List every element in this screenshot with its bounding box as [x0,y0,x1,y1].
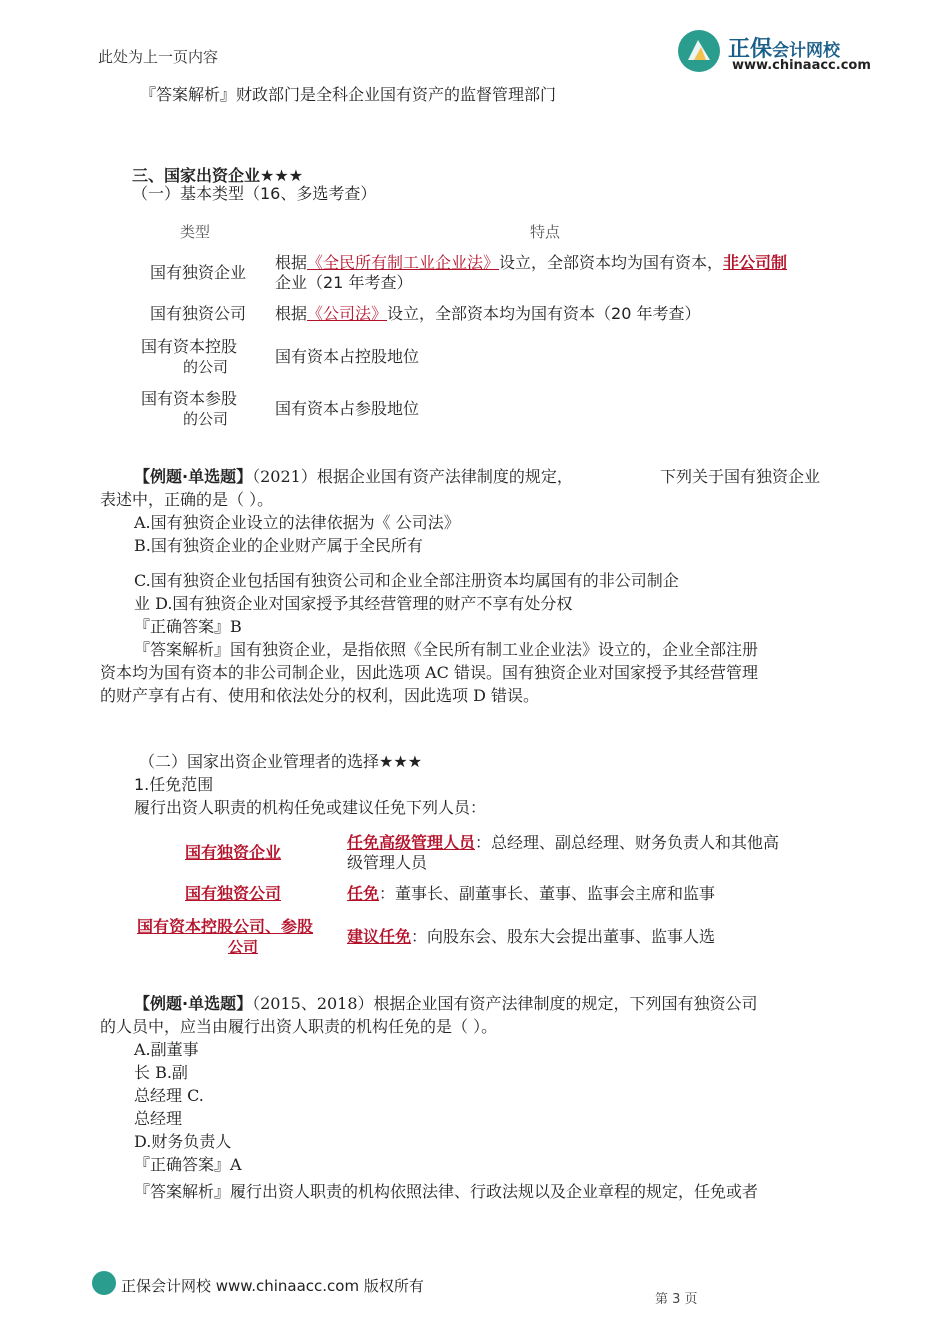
table-row-type: 国有资本控股 [141,337,238,356]
correct-answer: 『正确答案』B [134,617,242,636]
option-c-cont: 总经理 [134,1109,183,1128]
option-a: A.副董事 [134,1040,199,1059]
intro-cut: 履行出资人职责的机构任免或建议任免下列人员： [134,798,487,817]
page-number: 第 3 页 [655,1292,698,1307]
manager-row-desc-line2: 级管理人员 [347,853,428,872]
table-row-type: 国有独资公司 [150,304,247,323]
brand-url: www.chinaacc.com [732,58,871,73]
section-title: 三、国家出资企业★★★ [132,166,304,185]
example-question: 【例题·单选题】（2021）根据企业国有资产法律制度的规定， [134,467,573,486]
table-row-type: 国有独资企业 [150,263,247,282]
footer-logo-icon [92,1271,116,1295]
option-c: 总经理 C. [134,1086,204,1105]
section-subtitle: （一）基本类型（16、多选考查） [132,184,377,203]
answer-analysis: 资本均为国有资本的非公司制企业，因此选项 AC 错误。国有独资企业对国家授予其经营管理 [100,663,758,682]
table-header-type: 类型 [180,223,211,241]
example-stem: 表述中，正确的是（ ）。 [100,490,274,509]
manager-row-desc: 建议任免：向股东会、股东大会提出董事、监事人选 [347,927,716,946]
table-row-desc-line2: 企业（21 年考查） [275,273,413,292]
answer-analysis: 『答案解析』履行出资人职责的机构依照法律、行政法规以及企业章程的规定，任免或者 [134,1182,759,1201]
manager-row-type-line2: 公司 [228,938,259,956]
manager-row-type: 国有独资公司 [185,884,282,903]
brand-name: 正保会计网校 [728,37,841,62]
subsection-title: （二）国家出资企业管理者的选择★★★ [139,752,423,771]
table-header-feature: 特点 [530,223,561,241]
manager-row-desc: 任免高级管理人员：总经理、副总经理、财务负责人和其他高 [347,833,780,852]
table-row-desc: 根据《公司法》设立，全部资本均为国有资本（20 年考查） [275,304,701,323]
option-c: C.国有独资企业包括国有独资公司和企业全部注册资本均属国有的非公司制企 [134,571,679,590]
table-row-desc: 国有资本占参股地位 [275,399,420,418]
manager-row-desc: 任免：董事长、副董事长、董事、监事会主席和监事 [347,884,716,903]
footer-copyright: 正保会计网校 www.chinaacc.com 版权所有 [121,1277,424,1295]
item-title: 1.任免范围 [134,775,214,794]
table-row-type: 国有资本参股 [141,389,238,408]
manager-row-type: 国有资本控股公司、参股 [137,917,314,936]
top-cut-text: 此处为上一页内容 [98,48,219,66]
brand-logo-icon [678,30,720,72]
option-d: 业 D.国有独资企业对国家授予其经营管理的财产不享有处分权 [134,594,573,613]
table-row-desc: 国有资本占控股地位 [275,347,420,366]
answer-cut-text: 『答案解析』财政部门是全科企业国有资产的监督管理部门 [140,85,557,104]
manager-row-type: 国有独资企业 [185,843,282,862]
option-b: 长 B.副 [134,1063,188,1082]
option-a: A.国有独资企业设立的法律依据为《 公司法》 [134,513,460,532]
answer-analysis: 『答案解析』国有独资企业，是指依照《全民所有制工业企业法》设立的，企业全部注册 [134,640,759,659]
answer-analysis: 的财产享有占有、使用和依法处分的权利，因此选项 D 错误。 [100,686,540,705]
example-stem-cut: 下列关于国有独资企业 [660,467,821,486]
example-question: 【例题·单选题】（2015、2018）根据企业国有资产法律制度的规定，下列国有独资公司 [134,994,758,1013]
example-stem: 的人员中，应当由履行出资人职责的机构任免的是（ ）。 [100,1017,498,1036]
table-row-desc: 根据《全民所有制工业企业法》设立，全部资本均为国有资本，非公司制 [275,253,788,272]
option-b: B.国有独资企业的企业财产属于全民所有 [134,536,423,555]
option-d: D.财务负责人 [134,1132,232,1151]
correct-answer: 『正确答案』A [134,1155,242,1174]
table-row-type-line2: 的公司 [183,410,229,428]
table-row-type-line2: 的公司 [183,358,229,376]
